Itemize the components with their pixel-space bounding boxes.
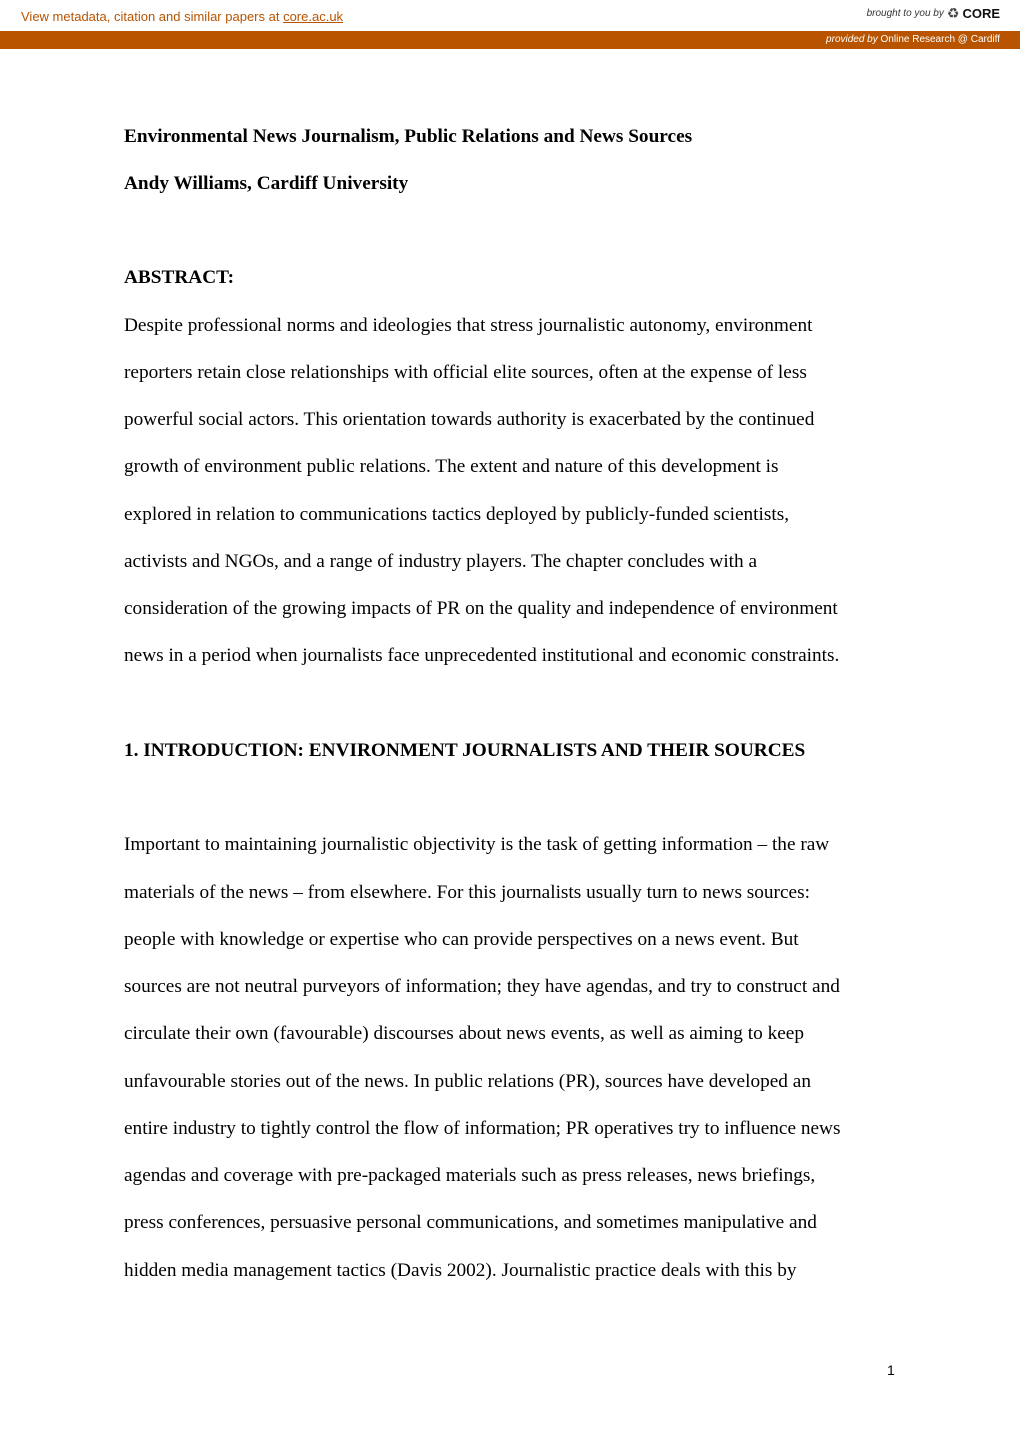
abstract-line: consideration of the growing impacts of PR on the quality and independence of environment <box>124 598 838 619</box>
body-line: Important to maintaining journalistic objectivity is the task of getting information – the raw <box>124 834 830 856</box>
body-line: press conferences, persuasive personal communications, and sometimes manipulative and <box>124 1212 817 1234</box>
body-line: entire industry to tightly control the flow of information; PR operatives try to influence news <box>124 1117 841 1139</box>
page-number: 1 <box>887 1362 895 1378</box>
section-heading: 1. INTRODUCTION: ENVIRONMENT JOURNALISTS AND THEIR SOURCES <box>124 739 806 761</box>
spacer <box>124 680 914 727</box>
body-line: materials of the news – from elsewhere. For this journalists usually turn to news sources: <box>124 881 810 903</box>
document-title: Environmental News Journalism, Public Relations and News Sources <box>124 125 693 147</box>
body-line: sources are not neutral purveyors of information; they have agendas, and try to construct and <box>124 976 840 997</box>
metadata-text: View metadata, citation and similar papers at <box>21 9 284 24</box>
abstract-body <box>124 302 914 680</box>
body-line: hidden media management tactics (Davis 2002). Journalistic practice deals with this by <box>124 1259 797 1281</box>
abstract-heading: ABSTRACT: <box>124 267 234 289</box>
abstract-line: powerful social actors. This orientation towards authority is exacerbated by the continued <box>124 409 815 430</box>
core-logo-icon: ♻ <box>946 5 960 21</box>
spacer <box>124 207 914 254</box>
brought-text: brought to you by <box>866 8 944 19</box>
spacer <box>124 774 914 821</box>
abstract-line: activists and NGOs, and a range of industry players. The chapter concludes with a <box>124 550 758 572</box>
body-line: people with knowledge or expertise who can provide perspectives on a news event. But <box>124 928 799 950</box>
abstract-line: reporters retain close relationships with official elite sources, often at the expense of less <box>124 361 807 383</box>
body-line: unfavourable stories out of the news. In public relations (PR), sources have developed an <box>124 1070 811 1092</box>
body-line: circulate their own (favourable) discourses about news events, as well as aiming to keep <box>124 1023 804 1045</box>
document-author: Andy Williams, Cardiff University <box>124 172 409 194</box>
section-body <box>124 821 914 1294</box>
core-banner <box>0 0 1020 31</box>
core-label: CORE <box>962 6 1000 21</box>
provided-by-label: provided by <box>826 34 878 45</box>
provider-text[interactable] <box>826 34 1000 45</box>
abstract-line: Despite professional norms and ideologies that stress journalistic autonomy, environment <box>124 314 813 336</box>
abstract-line: news in a period when journalists face unprecedented institutional and economic constraints. <box>124 645 840 667</box>
metadata-notice <box>21 9 343 24</box>
abstract-line: growth of environment public relations. The extent and nature of this development is <box>124 456 779 478</box>
body-line: agendas and coverage with pre-packaged materials such as press releases, news briefings, <box>124 1165 816 1186</box>
brought-by[interactable] <box>867 5 1000 22</box>
abstract-line: explored in relation to communications tactics deployed by publicly-funded scientists, <box>124 503 790 525</box>
provider-band <box>0 31 1020 49</box>
core-link[interactable]: core.ac.uk <box>283 9 344 24</box>
document-page <box>124 113 914 1294</box>
provider-name: Online Research @ Cardiff <box>880 34 1000 45</box>
